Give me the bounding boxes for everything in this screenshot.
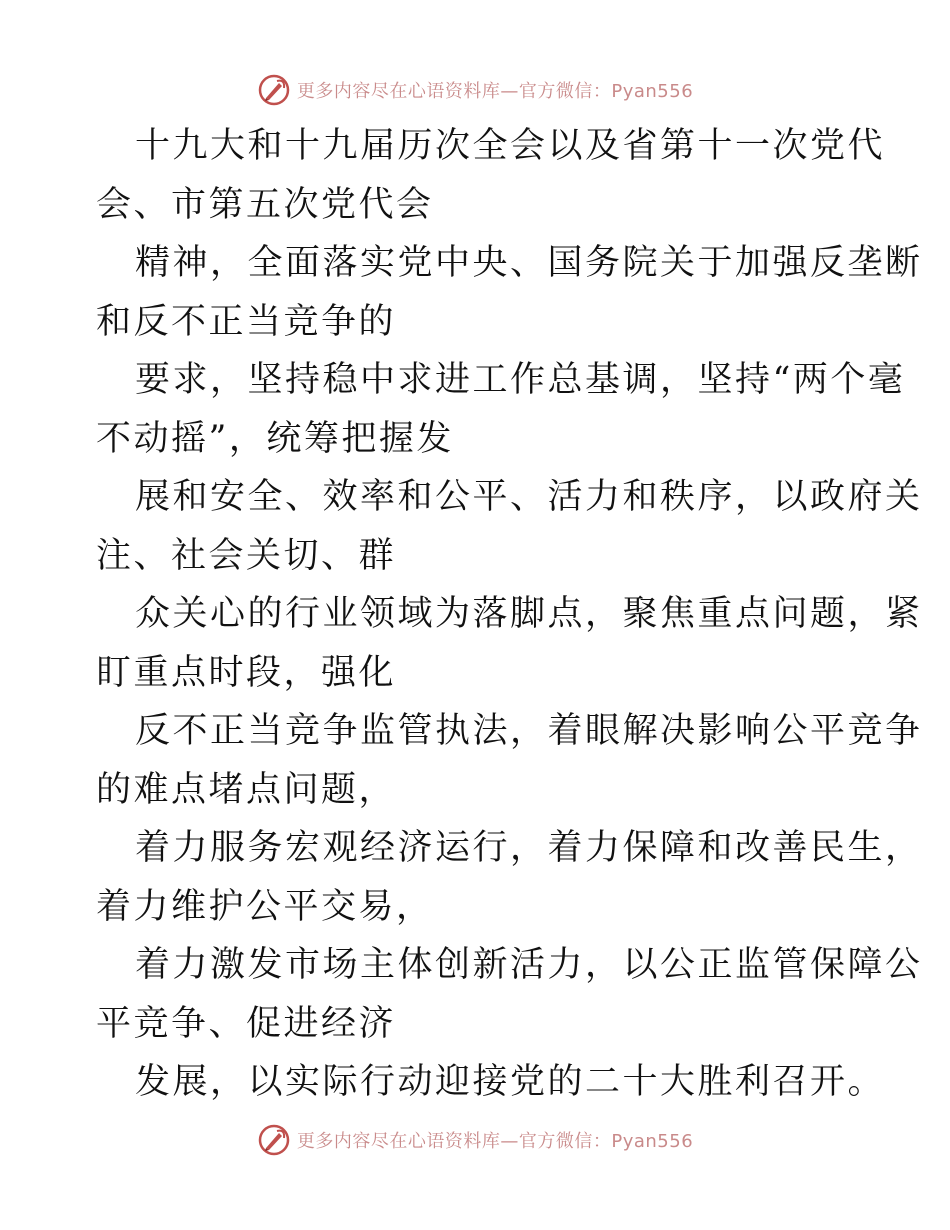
text-line: 精神，全面落实党中央、国务院关于加强反垄断 (135, 243, 923, 283)
pen-logo-icon (257, 1123, 291, 1157)
watermark-text: 更多内容尽在心语资料库—官方微信：Pyan556 (296, 81, 694, 102)
footer-watermark (0, 1120, 950, 1160)
header-watermark (0, 70, 950, 110)
text-line: 着力激发市场主体创新活力，以公正监管保障公 (135, 945, 923, 985)
text-line: 着力服务宏观经济运行，着力保障和改善民生， (135, 828, 923, 868)
text-line: 十九大和十九届历次全会以及省第十一次党代 (135, 126, 886, 166)
watermark-text: 更多内容尽在心语资料库—官方微信：Pyan556 (296, 1131, 694, 1152)
text-line: 和反不正当竞争的 (96, 301, 397, 342)
text-line: 展和安全、效率和公平、活力和秩序，以政府关 (135, 477, 923, 517)
text-line: 要求，坚持稳中求进工作总基调，坚持“两个毫 (135, 360, 906, 400)
text-line: 着力维护公平交易， (96, 886, 434, 927)
text-line: 平竞争、促进经济 (96, 1003, 397, 1044)
text-line: 不动摇”，统筹把握发 (96, 418, 454, 459)
text-line: 注、社会关切、群 (96, 535, 397, 576)
document-body (96, 117, 923, 1112)
text-line: 反不正当竞争监管执法，着眼解决影响公平竞争 (135, 711, 923, 751)
pen-logo-icon (257, 73, 291, 107)
text-line: 众关心的行业领域为落脚点，聚焦重点问题，紧 (135, 594, 923, 634)
text-line: 盯重点时段，强化 (96, 652, 397, 693)
text-line: 发展，以实际行动迎接党的二十大胜利召开。 (135, 1062, 886, 1102)
text-line: 的难点堵点问题， (96, 769, 397, 810)
text-line: 会、市第五次党代会 (96, 184, 434, 225)
